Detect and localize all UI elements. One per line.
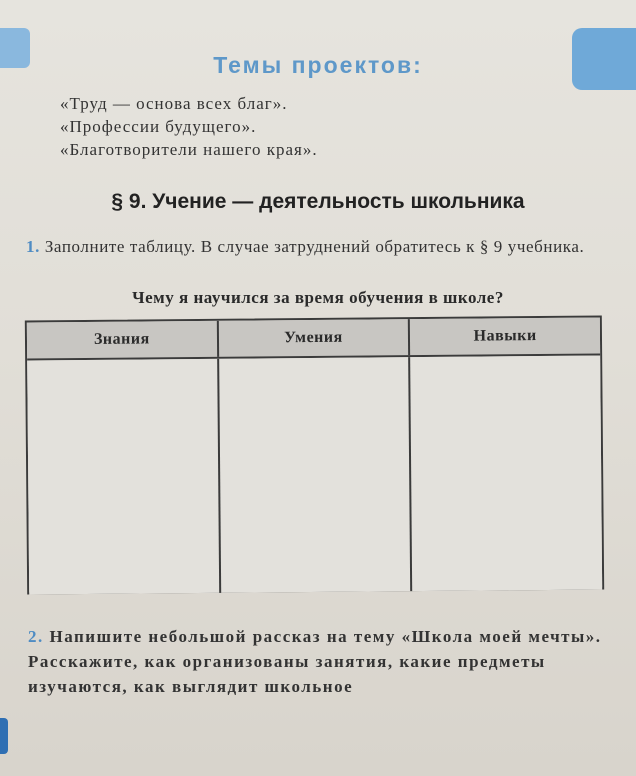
- task-2-text: Напишите небольшой рассказ на тему «Школа моей мечты». Расскажите, как организованы занятия, какие предметы изучаются, как выглядит школьное: [28, 627, 602, 696]
- project-topic: «Профессии будущего».: [60, 117, 257, 136]
- task-1-text: Заполните таблицу. В случае затруднений обратитесь к § 9 учебника.: [44, 237, 585, 256]
- project-topics-list: [60, 92, 560, 161]
- project-topic: «Труд — основа всех благ».: [60, 94, 288, 113]
- project-topic: «Благотворители нашего края».: [60, 140, 318, 159]
- cell-knowledge: [27, 359, 219, 595]
- task-1: [26, 234, 602, 259]
- cell-skills: [408, 356, 602, 592]
- task-1-number: 1.: [26, 237, 40, 256]
- task-2: [28, 624, 614, 699]
- header-abilities: Умения: [216, 319, 408, 357]
- table-header-row: [27, 318, 600, 361]
- page-edge-mark: [0, 718, 8, 754]
- header-knowledge: Знания: [93, 330, 150, 348]
- task-2-number: 2.: [28, 627, 44, 646]
- cell-abilities: [217, 357, 411, 593]
- projects-title: Темы проектов:: [213, 52, 423, 78]
- header-skills: Навыки: [408, 318, 600, 356]
- skills-table: [25, 315, 604, 594]
- table-body-row: [27, 356, 602, 595]
- table-caption: Чему я научился за время обучения в школе?: [132, 288, 504, 307]
- section-title: § 9. Учение — деятельность школьника: [111, 190, 525, 213]
